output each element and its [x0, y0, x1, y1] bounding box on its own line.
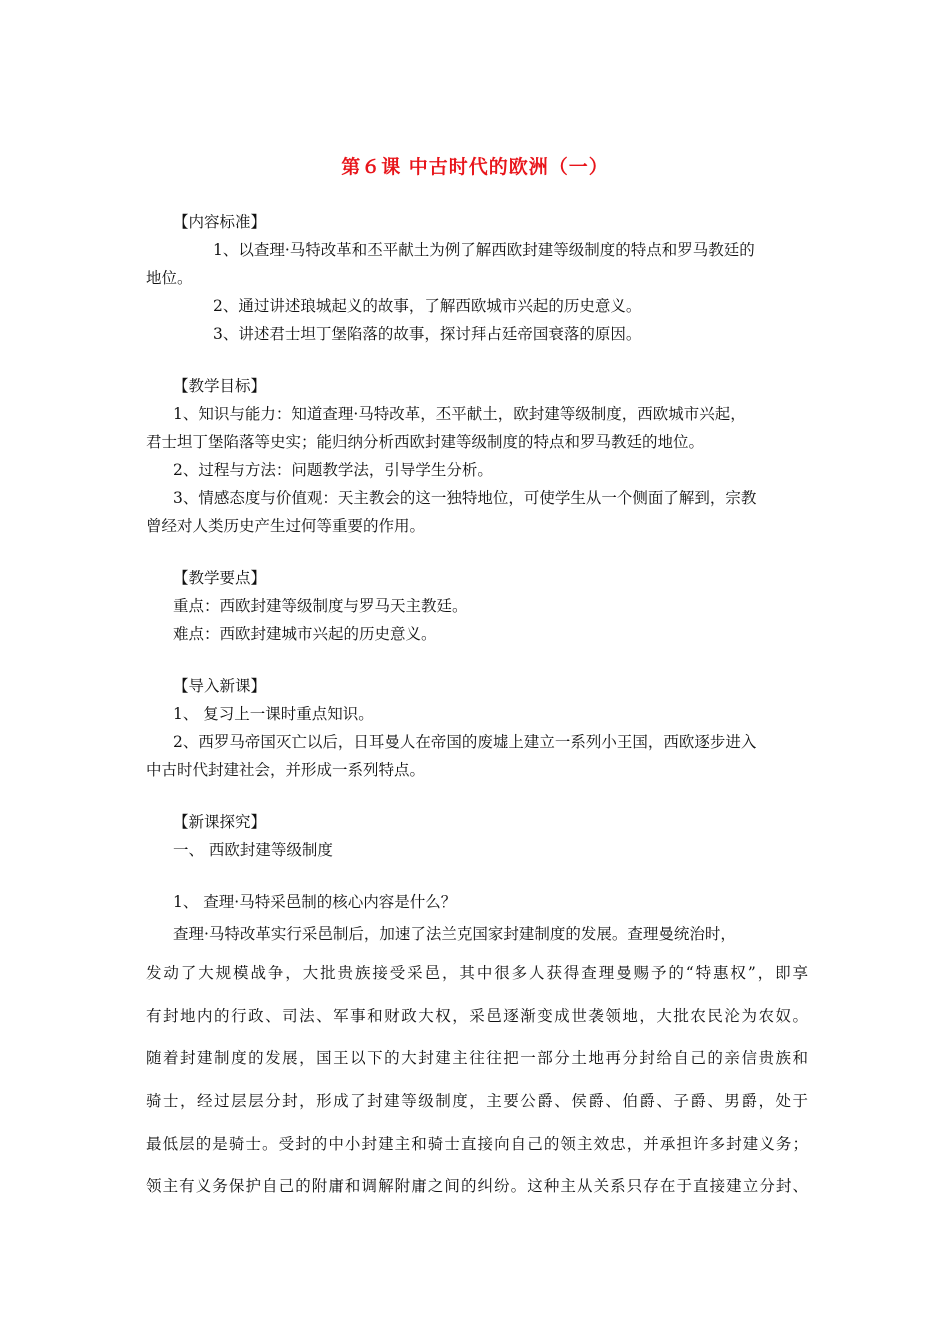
content-standard-line: 地位。	[146, 269, 193, 287]
new-lesson-paragraph-line: 领主有义务保护自己的附庸和调解附庸之间的纠纷。这种主从关系只存在于直接建立分封、	[146, 1177, 808, 1195]
introduction-line: 2、西罗马帝国灭亡以后，日耳曼人在帝国的废墟上建立一系列小王国，西欧逐步进入	[173, 733, 757, 751]
new-lesson-paragraph-line: 骑士，经过层层分封，形成了封建等级制度，主要公爵、侯爵、伯爵、子爵、男爵，处于	[146, 1092, 808, 1110]
teaching-goals-line: 2、过程与方法：问题教学法，引导学生分析。	[173, 461, 493, 479]
key-points-line: 难点：西欧封建城市兴起的历史意义。	[173, 625, 437, 643]
section-heading-new-lesson: 【新课探究】	[173, 813, 267, 831]
new-lesson-question: 1、 查理·马特采邑制的核心内容是什么？	[173, 893, 457, 911]
new-lesson-paragraph-line: 随着封建制度的发展，国王以下的大封建主往往把一部分土地再分封给自己的亲信贵族和	[146, 1049, 808, 1067]
new-lesson-paragraph-line: 最低层的是骑士。受封的中小封建主和骑士直接向自己的领主效忠，并承担许多封建义务；	[146, 1135, 808, 1153]
teaching-goals-line: 3、情感态度与价值观：天主教会的这一独特地位，可使学生从一个侧面了解到，宗教	[173, 489, 757, 507]
content-standard-line: 3、讲述君士坦丁堡陷落的故事，探讨拜占廷帝国衰落的原因。	[213, 325, 642, 343]
introduction-line: 1、 复习上一课时重点知识。	[173, 705, 374, 723]
section-heading-teaching-goals: 【教学目标】	[173, 377, 267, 395]
teaching-goals-line: 1、知识与能力：知道查理·马特改革，丕平献土，欧封建等级制度，西欧城市兴起，	[173, 405, 746, 423]
page-title: 第６课 中古时代的欧洲（一）	[341, 156, 609, 178]
section-heading-introduction: 【导入新课】	[173, 677, 267, 695]
new-lesson-subheading: 一、 西欧封建等级制度	[173, 841, 333, 859]
new-lesson-paragraph-line: 有封地内的行政、司法、军事和财政大权，采邑逐渐变成世袭领地，大批农民沦为农奴。	[146, 1007, 808, 1025]
introduction-line: 中古时代封建社会，并形成一系列特点。	[146, 761, 426, 779]
new-lesson-paragraph-line: 发动了大规模战争，大批贵族接受采邑，其中很多人获得查理曼赐予的“特惠权”，即享	[146, 964, 808, 982]
key-points-line: 重点：西欧封建等级制度与罗马天主教廷。	[173, 597, 468, 615]
teaching-goals-line: 君士坦丁堡陷落等史实；能归纳分析西欧封建等级制度的特点和罗马教廷的地位。	[146, 433, 705, 451]
new-lesson-paragraph-line: 查理·马特改革实行采邑制后，加速了法兰克国家封建制度的发展。查理曼统治时，	[173, 925, 736, 943]
content-standard-line: 1、以查理·马特改革和丕平献土为例了解西欧封建等级制度的特点和罗马教廷的	[213, 241, 755, 259]
section-heading-key-points: 【教学要点】	[173, 569, 267, 587]
teaching-goals-line: 曾经对人类历史产生过何等重要的作用。	[146, 517, 426, 535]
content-standard-line: 2、通过讲述琅城起义的故事，了解西欧城市兴起的历史意义。	[213, 297, 642, 315]
section-heading-content-standard: 【内容标准】	[173, 213, 267, 231]
